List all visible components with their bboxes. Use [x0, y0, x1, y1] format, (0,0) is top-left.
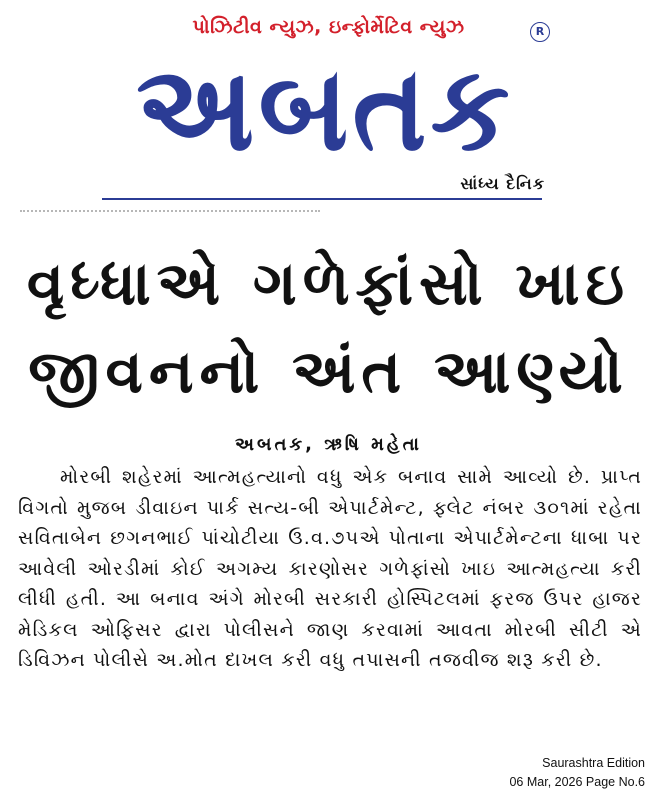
date-page-number: 06 Mar, 2026 Page No.6 [509, 775, 645, 789]
article-headline: વૃધ્ધાએ ગળેફાંસો ખાઇ જીવનનો અંત આણ્યો [26, 249, 631, 407]
registered-mark-icon: R [530, 22, 550, 42]
masthead [0, 0, 657, 210]
clipping-cut-line [20, 210, 320, 220]
newspaper-logo: અબતક [136, 40, 514, 177]
masthead-divider [102, 198, 542, 200]
article-body: મોરબી શહેરમાં આત્મહત્યાનો વધુ એક બનાવ સામે આવ્યો છે. પ્રાપ્ત વિગતો મુજબ ડીવાઇન પાર્ક સત્ય-બી એપાર્ટમેન્ટ, ફ્લેટ નંબર ૩૦૧માં રહેતા સવિતાબેન છગનભાઈ પાંચોટીયા ઉ.વ.૭૫એ પોતાના એપાર્ટમેન્ટના ધાબા પર આવેલી ઓરડીમાં કોઈ અગમ્ય કારણોસર ગળેફાંસો ખાઇ આત્મહત્યા કરી લીધી હતી. આ બનાવ અંગે મોરબી સરકારી હોસ્પિટલમાં ફરજ ઉપર હાજર મેડિકલ ઓફિસર દ્વારા પોલીસને જાણ કરવામાં આવતા મોરબી સીટી એ ડિવિઝન પોલીસે અ.મોત દાખલ કરી વધુ તપાસની તજવીજ શરૂ કરી છે. [18, 466, 642, 671]
edition-label: સાંધ્ય દૈનિક [460, 174, 545, 193]
page-footer [509, 754, 645, 792]
masthead-tagline: પોઝિટીવ ન્યુઝ, ઇન્ફોર્મેટિવ ન્યુઝ [192, 16, 465, 38]
edition-name: Saurashtra Edition [542, 756, 645, 770]
article-byline: અબતક, ઋષિ મહેતા [235, 434, 422, 455]
